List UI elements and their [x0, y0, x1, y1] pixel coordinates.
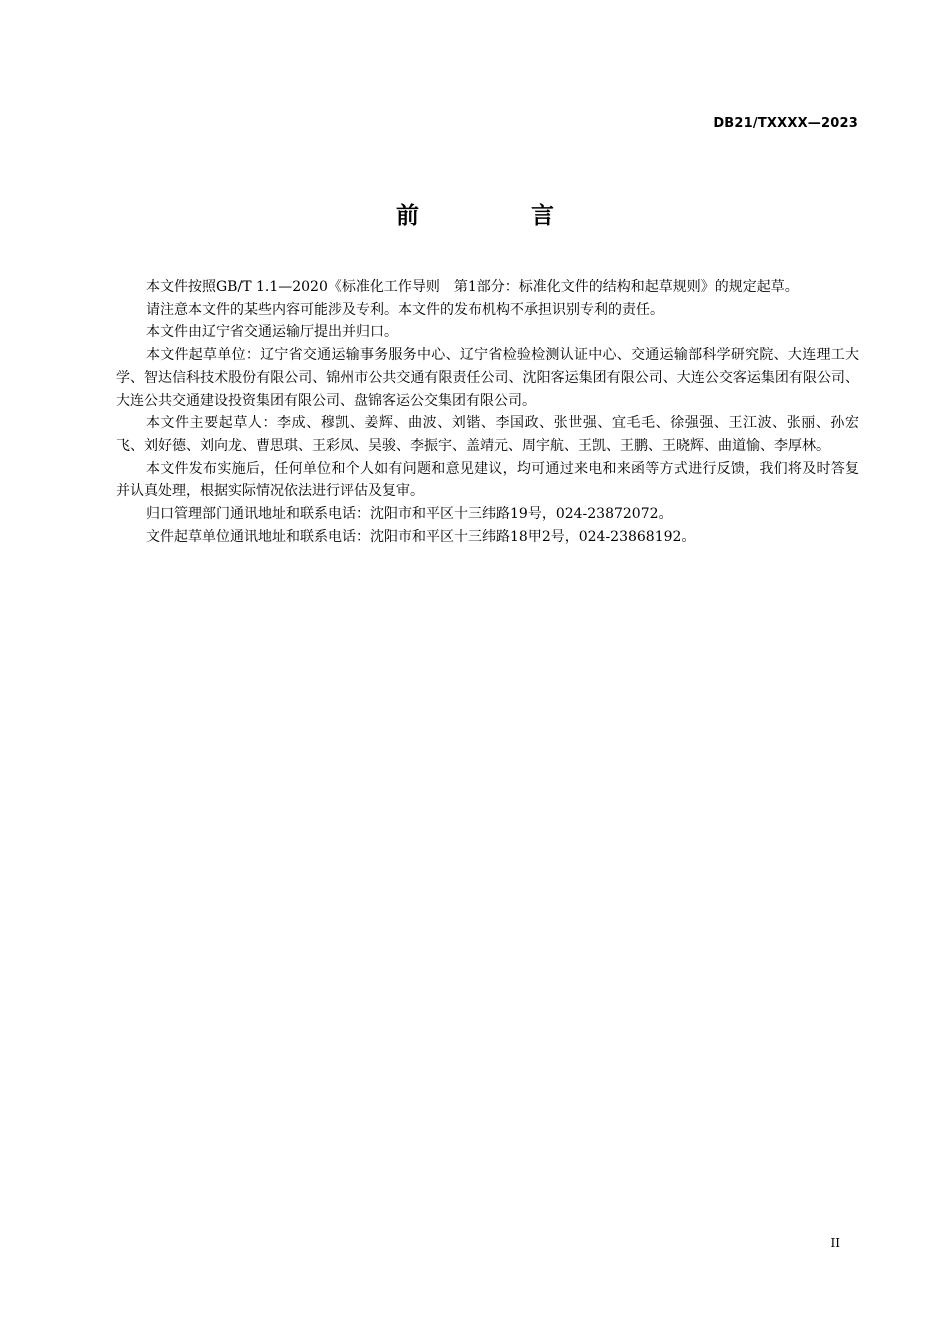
page-number: II — [830, 1236, 840, 1250]
paragraph-proposer: 本文件由辽宁省交通运输厅提出并归口。 — [146, 324, 398, 341]
paragraph-drafters: 本文件主要起草人：李成、穆凯、姜辉、曲波、刘锴、李国政、张世强、宜毛毛、徐强强、王江波、张丽、孙宏飞、刘好德、刘向龙、曹思琪、王彩凤、吴骏、李振宇、盖靖元、周宇航、王凯、王鹏、王晓辉、曲道愉、李厚林。 — [116, 415, 859, 454]
page-title: 前 言 — [395, 203, 606, 229]
paragraph-patent-notice: 请注意本文件的某些内容可能涉及专利。本文件的发布机构不承担识别专利的责任。 — [146, 301, 664, 318]
paragraph-drafting-units: 本文件起草单位：辽宁省交通运输事务服务中心、辽宁省检验检测认证中心、交通运输部科学研究院、大连理工大学、智达信科技术股份有限公司、锦州市公共交通有限责任公司、沈阳客运集团有限公司、大连公交客运集团有限公司、大连公共交通建设投资集团有限公司、盘锦客运公交集团有限公司。 — [116, 347, 859, 409]
paragraph-admin-contact: 归口管理部门通讯地址和联系电话：沈阳市和平区十三纬路19号，024-23872072。 — [146, 506, 673, 523]
document-code: DB21/TXXXX—2023 — [713, 116, 858, 131]
foreword-body — [116, 276, 859, 548]
paragraph-drafter-contact: 文件起草单位通讯地址和联系电话：沈阳市和平区十三纬路18甲2号，024-23868192。 — [146, 528, 696, 545]
paragraph-drafting-rules: 本文件按照GB/T 1.1—2020《标准化工作导则 第1部分：标准化文件的结构和起草规则》的规定起草。 — [146, 279, 799, 295]
paragraph-feedback: 本文件发布实施后，任何单位和个人如有问题和意见建议，均可通过来电和来函等方式进行反馈，我们将及时答复并认真处理，根据实际情况依法进行评估及复审。 — [116, 460, 859, 500]
